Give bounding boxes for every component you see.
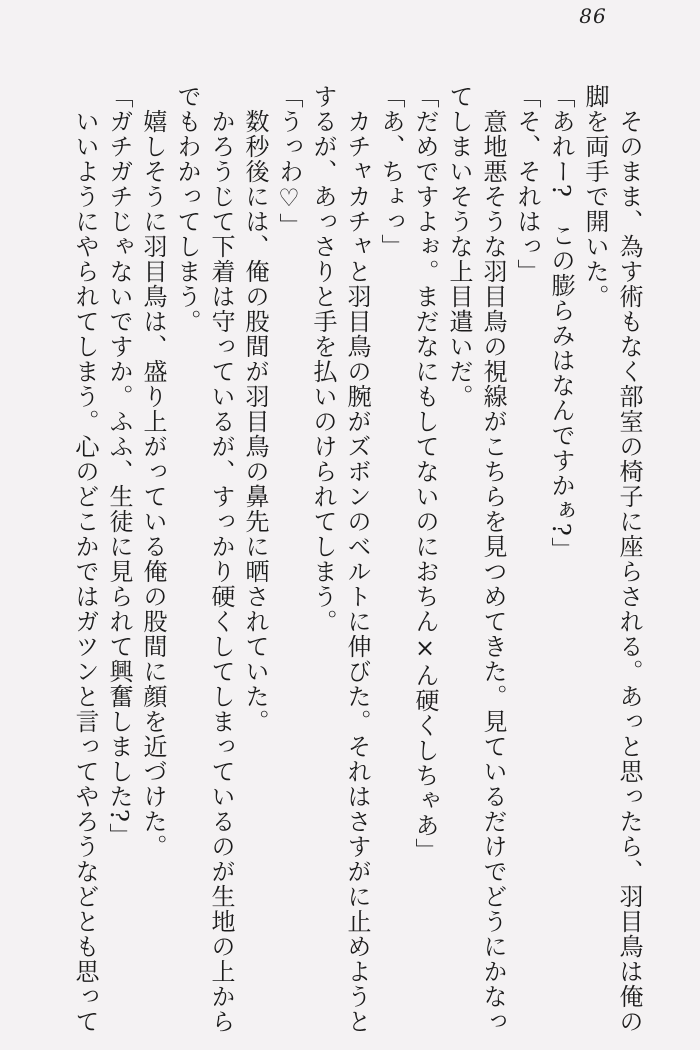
paragraph: かろうじて下着は守っているが、すっかり硬くしてしまっているのが生地の上からでもわかってしまう。 xyxy=(173,84,235,1034)
paragraph: 嬉しそうに羽目鳥は、盛り上がっている俺の股間に顔を近づけた。 xyxy=(139,84,167,859)
paragraph: 「あれー? この膨らみはなんですかぁ?」 xyxy=(547,84,575,562)
paragraph: カチャカチャと羽目鳥の腕がズボンのベルトに伸びた。それはさすがに止めようとするが、あっさりと手を払いのけられてしまう。 xyxy=(309,84,371,1034)
paragraph: 「だめですよぉ。まだなにもしてないのにおちん×ん硬くしちゃあ」 xyxy=(411,84,439,863)
paragraph: そのまま、為す術もなく部室の椅子に座らされる。あっと思ったら、羽目鳥は俺の脚を両手で開いた。 xyxy=(581,84,643,1034)
paragraph: 意地悪そうな羽目鳥の視線がこちらを見つめてきた。見ているだけでどうにかなってしまいそうな上目遣いだ。 xyxy=(445,84,507,1034)
paragraph: 「あ、ちょっ」 xyxy=(377,84,405,259)
page-number: 86 xyxy=(579,4,607,28)
vertical-text-block xyxy=(66,84,646,1036)
paragraph: 「そ、それはっ」 xyxy=(513,84,541,284)
paragraph: 「うっわ♡」 xyxy=(275,84,303,238)
paragraph: いいようにやられてしまう。心のどこかではガツンと言ってやろうなどとも思って xyxy=(71,84,99,1034)
paragraph: 数秒後には、俺の股間が羽目鳥の鼻先に晒されていた。 xyxy=(241,84,269,734)
paragraph: 「ガチガチじゃないですか。ふふ、生徒に見られて興奮しました?」 xyxy=(105,84,133,848)
